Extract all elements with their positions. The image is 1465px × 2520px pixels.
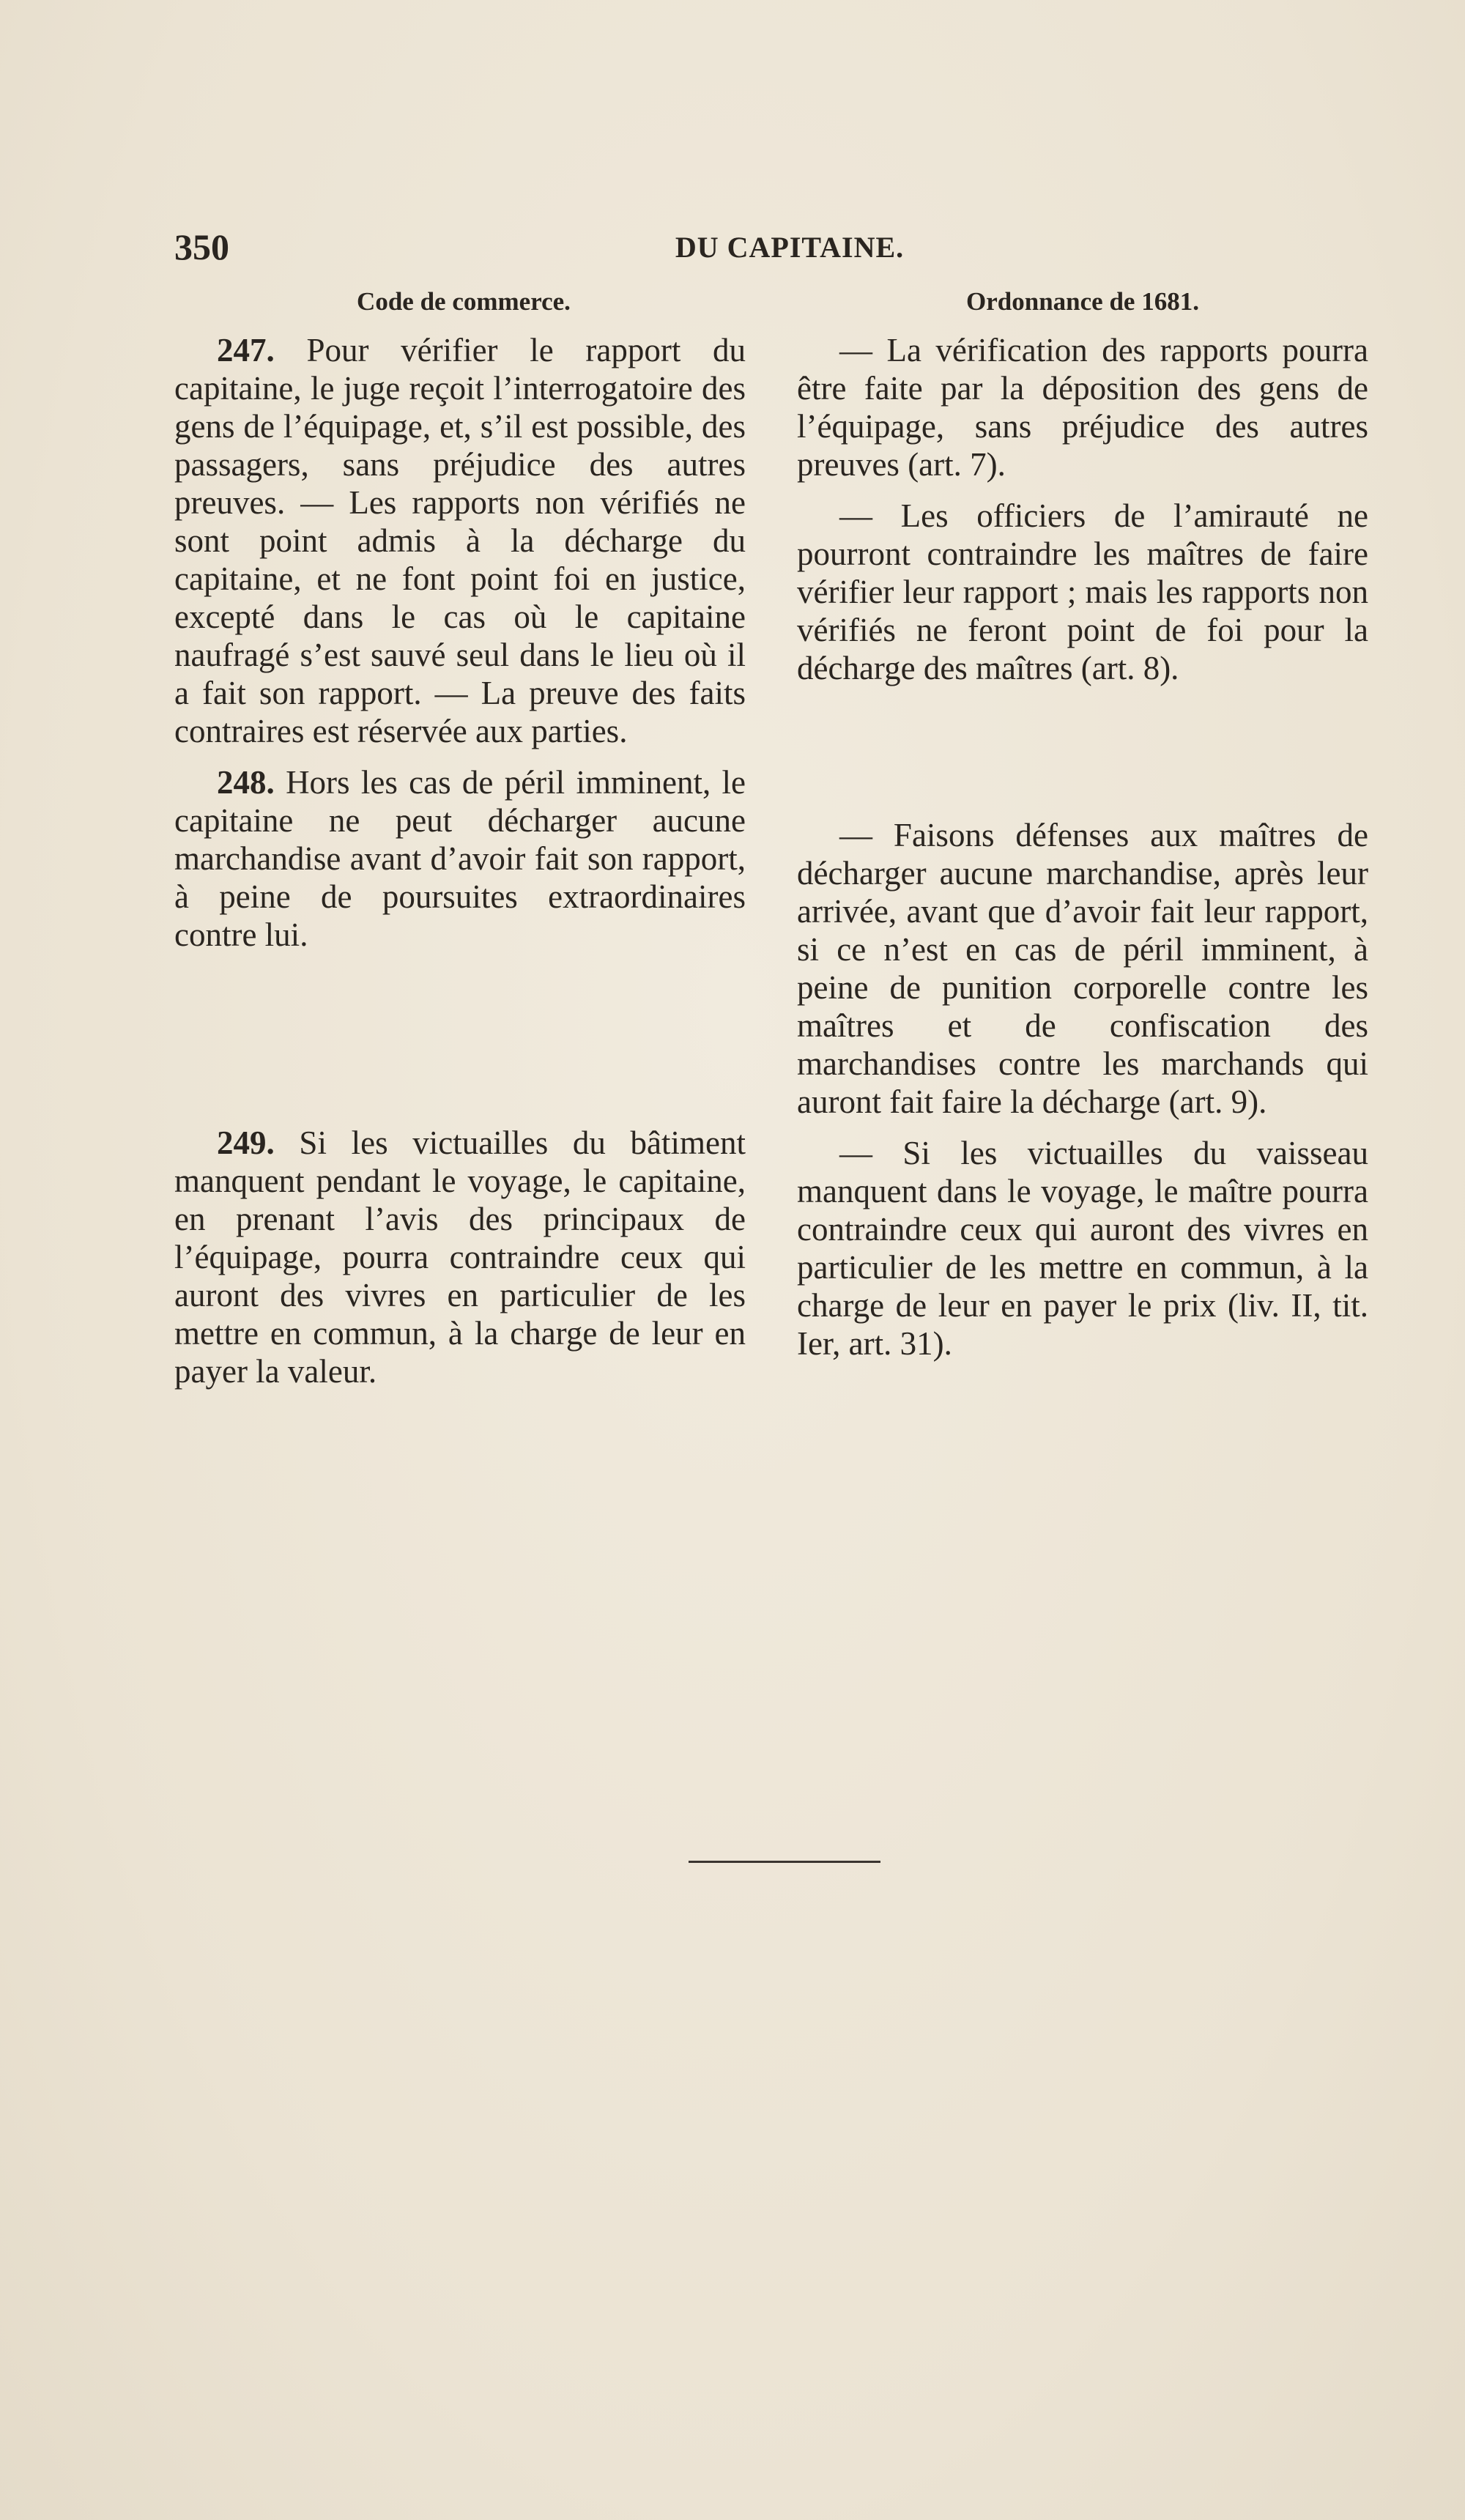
- end-rule: [689, 1861, 880, 1863]
- article-paragraph: [174, 763, 746, 954]
- ordonnance-paragraph: — La vérification des rapports pourra être faite par la déposition des gens de l’équipage, sans préjudice des autres preuves (art. 7).: [797, 332, 1368, 483]
- ordonnance-1681-column: [797, 286, 1368, 1363]
- column-heading: Ordonnance de 1681.: [966, 287, 1199, 316]
- ordonnance-paragraph: — Si les victuailles du vaisseau manquent dans le voyage, le maître pourra contraindre ceux qui auront des vivres en particulier de les mettre en commun, à la charge de leur en payer le prix (liv. II, tit. Ier, art. 31).: [797, 1135, 1368, 1362]
- article-text: Si les victuailles du bâtiment manquent pendant le voyage, le capitaine, en prenant l’avis des principaux de l’équipage, pourra contraindre ceux qui auront des vivres en particulier de les mettre en commun, à la charge de leur en payer la valeur.: [174, 1124, 746, 1390]
- article-text: Hors les cas de péril imminent, le capitaine ne peut décharger aucune marchandise avant d’avoir fait son rapport, à peine de poursuites extraordinaires contre lui.: [174, 764, 746, 953]
- column-heading: Code de commerce.: [357, 287, 571, 316]
- page-number: 350: [174, 226, 229, 267]
- ordonnance-paragraph: — Faisons défenses aux maîtres de décharger aucune marchandise, après leur arrivée, avant que d’avoir fait leur rapport, si ce n’est en cas de péril imminent, à peine de punition corporelle contre les maîtres et de confiscation des marchandises contre les marchands qui auront fait faire la décharge (art. 9).: [797, 817, 1368, 1120]
- ordonnance-paragraph: — Les officiers de l’amirauté ne pourront contraindre les maîtres de faire vérifier leur rapport ; mais les rapports non vérifiés ne feront point de foi pour la décharge des maîtres (art. 8).: [797, 497, 1368, 686]
- article-number: 247.: [217, 332, 275, 368]
- page-header: [174, 226, 1376, 270]
- article-paragraph: [174, 1124, 746, 1390]
- article-number: 248.: [217, 764, 275, 801]
- article-number: 249.: [217, 1124, 275, 1161]
- article-text: Pour vérifier le rapport du capitaine, le juge reçoit l’interrogatoire des gens de l’équipage, et, s’il est possible, des passagers, sans préjudice des autres preuves. — Les rapports non vérifiés ne sont point admis à la décharge du capitaine, et ne font point foi en justice, excepté dans le cas où le capitaine naufragé s’est sauvé seul dans le lieu où il a fait son rapport. — La preuve des faits contraires est réservée aux parties.: [174, 332, 746, 749]
- running-title: DU CAPITAINE.: [675, 231, 905, 264]
- article-paragraph: [174, 331, 746, 750]
- code-de-commerce-column: [174, 286, 746, 1390]
